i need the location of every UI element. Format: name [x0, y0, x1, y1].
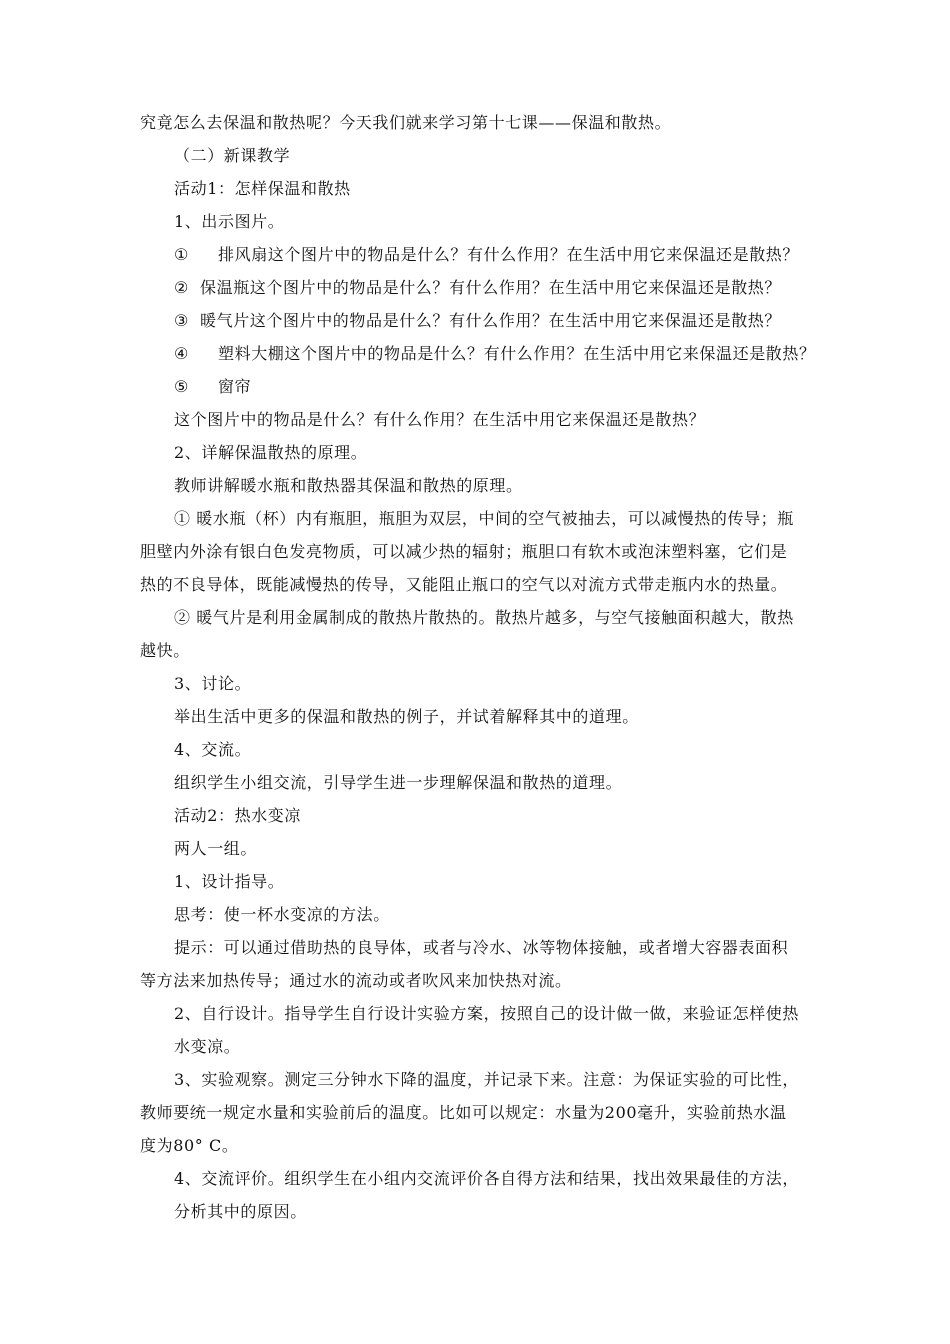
paragraph-line: 2、自行设计。指导学生自行设计实验方案，按照自己的设计做一做，来验证怎样使热 — [174, 1004, 799, 1023]
paragraph-line: 举出生活中更多的保温和散热的例子，并试着解释其中的道理。 — [174, 707, 639, 726]
paragraph-line: 胆壁内外涂有银白色发亮物质，可以减少热的辐射；瓶胆口有软木或泡沫塑料塞，它们是 — [140, 542, 788, 561]
paragraph-line: 分析其中的原因。 — [174, 1202, 307, 1221]
list-marker: ⑤ — [174, 377, 189, 396]
list-marker: ③ — [174, 311, 189, 330]
paragraph-line: 究竟怎么去保温和散热呢？今天我们就来学习第十七课——保温和散热。 — [140, 113, 672, 132]
paragraph-line: 这个图片中的物品是什么？有什么作用？在生活中用它来保温还是散热？ — [174, 410, 706, 429]
list-item-text: 暖气片这个图片中的物品是什么？有什么作用？在生活中用它来保温还是散热？ — [200, 311, 782, 330]
list-marker: ④ — [174, 344, 189, 363]
paragraph-line: 教师要统一规定水量和实验前后的温度。比如可以规定：水量为200毫升，实验前热水温 — [140, 1103, 787, 1122]
paragraph-line: 1、设计指导。 — [174, 872, 285, 891]
paragraph-line: 3、讨论。 — [174, 674, 252, 693]
activity-heading: 活动2：热水变凉 — [174, 806, 301, 825]
list-item — [174, 343, 816, 365]
paragraph-line: 组织学生小组交流，引导学生进一步理解保温和散热的道理。 — [174, 773, 623, 792]
paragraph-line: ① 暖水瓶（杯）内有瓶胆，瓶胆为双层，中间的空气被抽去，可以减慢热的传导；瓶 — [174, 509, 794, 528]
paragraph-line: 4、交流评价。组织学生在小组内交流评价各自得方法和结果，找出效果最佳的方法， — [174, 1169, 799, 1188]
paragraph-line: 两人一组。 — [174, 839, 258, 858]
paragraph-line: 等方法来加热传导；通过水的流动或者吹风来加快热对流。 — [140, 971, 572, 990]
paragraph-line: 热的不良导体，既能减慢热的传导，又能阻止瓶口的空气以对流方式带走瓶内水的热量。 — [140, 575, 788, 594]
paragraph-line: ② 暖气片是利用金属制成的散热片散热的。散热片越多，与空气接触面积越大，散热 — [174, 608, 794, 627]
list-item-text: 排风扇这个图片中的物品是什么？有什么作用？在生活中用它来保温还是散热？ — [218, 245, 800, 264]
section-heading: （二）新课教学 — [174, 146, 291, 165]
activity-heading: 活动1：怎样保温和散热 — [174, 179, 351, 198]
paragraph-line: 越快。 — [140, 641, 190, 660]
list-marker: ② — [174, 278, 189, 297]
list-item — [174, 310, 781, 332]
paragraph-line: 4、交流。 — [174, 740, 252, 759]
paragraph-line: 思考：使一杯水变凉的方法。 — [174, 905, 390, 924]
list-item — [174, 277, 781, 299]
paragraph-line: 水变凉。 — [174, 1037, 241, 1056]
paragraph-line: 1、出示图片。 — [174, 212, 285, 231]
list-marker: ① — [174, 245, 189, 264]
list-item-text: 保温瓶这个图片中的物品是什么？有什么作用？在生活中用它来保温还是散热？ — [200, 278, 782, 297]
paragraph-line: 3、实验观察。测定三分钟水下降的温度，并记录下来。注意：为保证实验的可比性， — [174, 1070, 799, 1089]
paragraph-line: 度为80° C。 — [140, 1136, 239, 1155]
list-item — [174, 376, 251, 398]
paragraph-line: 2、详解保温散热的原理。 — [174, 443, 368, 462]
list-item — [174, 244, 799, 266]
list-item-text: 塑料大棚这个图片中的物品是什么？有什么作用？在生活中用它来保温还是散热？ — [218, 344, 816, 363]
paragraph-line: 提示：可以通过借助热的良导体，或者与冷水、冰等物体接触，或者增大容器表面积 — [174, 938, 789, 957]
paragraph-line: 教师讲解暖水瓶和散热器其保温和散热的原理。 — [174, 476, 523, 495]
list-item-text: 窗帘 — [218, 377, 252, 396]
